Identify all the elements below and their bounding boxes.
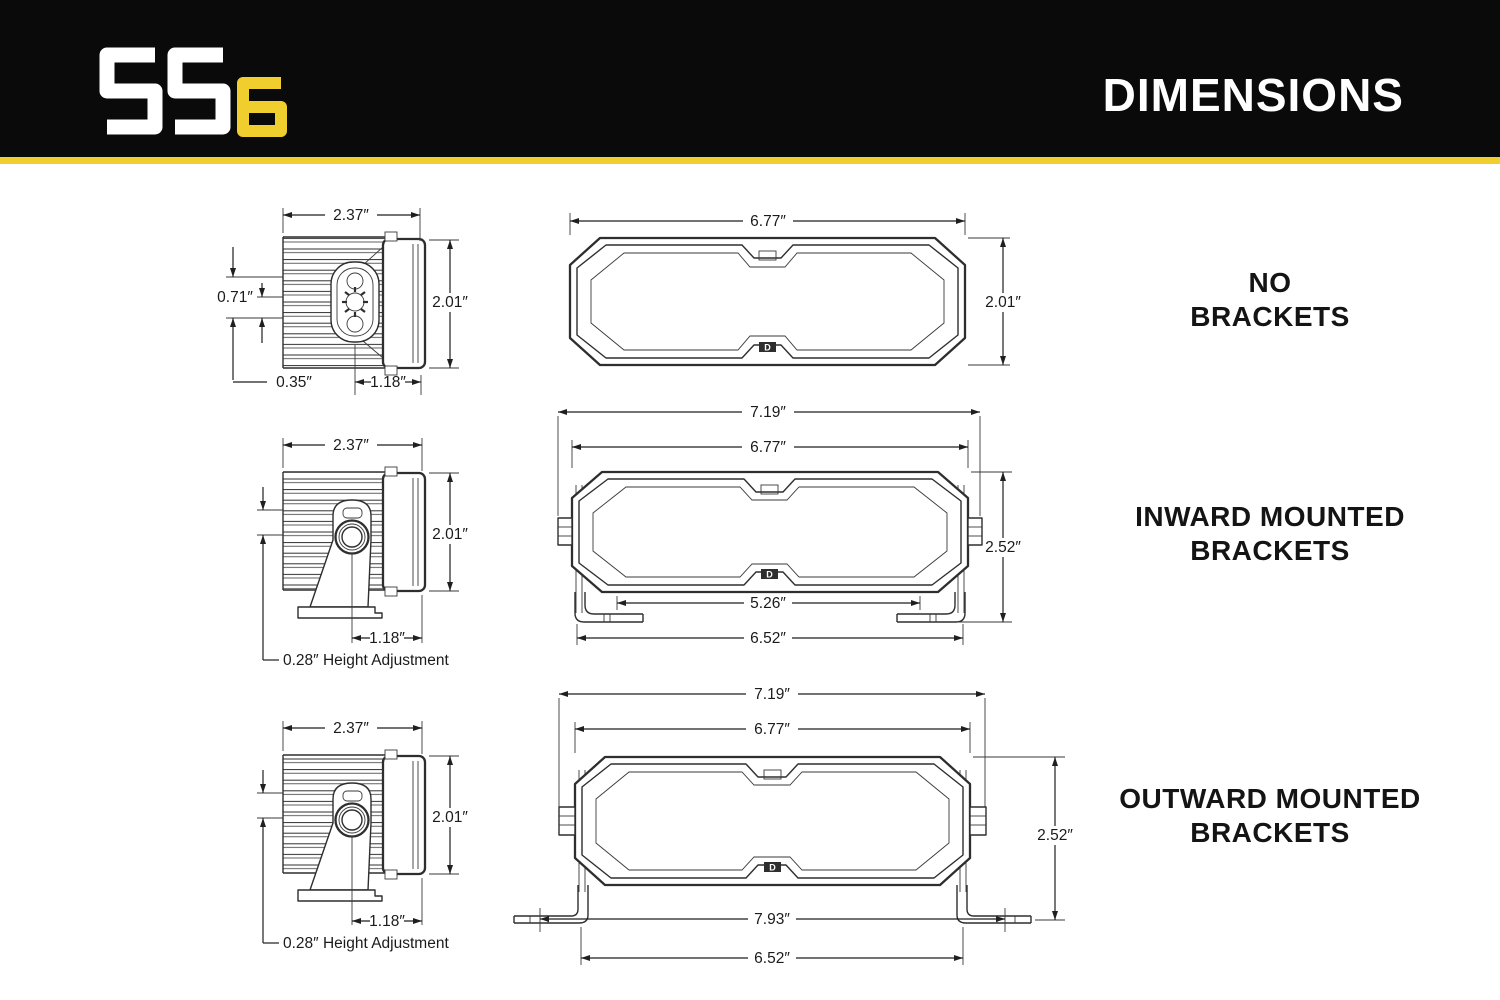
lamp-housing-side	[383, 750, 425, 879]
svg-text:6.77″: 6.77″	[750, 213, 786, 230]
page-title: DIMENSIONS	[1102, 69, 1404, 121]
dim-side-height	[429, 240, 468, 368]
svg-text:7.19″: 7.19″	[754, 686, 790, 703]
dim-front-height	[973, 757, 1073, 920]
svg-text:7.19″: 7.19″	[750, 404, 786, 421]
side-view-no-bracket	[205, 195, 505, 425]
dim-front-width	[575, 721, 970, 753]
section-label-line2: BRACKETS	[1190, 535, 1350, 566]
dim-front-height	[968, 238, 1021, 365]
svg-text:5.26″: 5.26″	[750, 595, 786, 612]
svg-text:2.52″: 2.52″	[1037, 827, 1073, 844]
dim-side-height	[429, 756, 468, 874]
side-view-inward-bracket	[205, 425, 505, 685]
svg-text:2.37″: 2.37″	[333, 720, 369, 737]
dim-front-width	[570, 213, 965, 235]
accent-stripe	[0, 157, 1500, 164]
connector-detail	[331, 262, 379, 342]
svg-text:1.18″: 1.18″	[369, 630, 405, 647]
svg-text:7.93″: 7.93″	[754, 911, 790, 928]
brand-badge: D	[764, 342, 771, 353]
brand-badge: D	[766, 569, 773, 580]
lamp-front-outline	[575, 757, 970, 885]
dim-side-width	[283, 720, 422, 754]
svg-text:1.18″: 1.18″	[369, 913, 405, 930]
svg-text:1.18″: 1.18″	[370, 374, 406, 391]
section-label-line2: BRACKETS	[1190, 301, 1350, 332]
section-label-outward-brackets	[1080, 782, 1460, 850]
section-label-no-brackets	[1080, 266, 1460, 334]
header-bar	[0, 0, 1500, 157]
side-view-outward-bracket	[205, 705, 505, 970]
svg-text:2.01″: 2.01″	[432, 294, 468, 311]
brand-badge: D	[769, 862, 776, 873]
svg-text:2.37″: 2.37″	[333, 207, 369, 224]
svg-text:2.01″: 2.01″	[432, 809, 468, 826]
section-label-inward-brackets	[1080, 500, 1460, 568]
svg-text:6.77″: 6.77″	[750, 439, 786, 456]
svg-text:6.52″: 6.52″	[750, 630, 786, 647]
lamp-housing-side	[383, 467, 425, 596]
section-label-line1: NO	[1248, 267, 1292, 298]
svg-text:0.28″ Height Adjustment: 0.28″ Height Adjustment	[283, 935, 449, 952]
dim-lens-depth	[233, 374, 312, 391]
dim-side-width	[283, 207, 420, 241]
lamp-front-outline	[572, 472, 968, 592]
lamp-front-outline	[570, 238, 965, 365]
svg-text:0.71″: 0.71″	[217, 289, 253, 306]
dim-bracket-inner-span	[617, 595, 920, 612]
front-view-no-bracket	[540, 195, 1040, 425]
dim-side-width	[283, 437, 422, 471]
svg-text:2.01″: 2.01″	[985, 294, 1021, 311]
svg-text:2.01″: 2.01″	[432, 526, 468, 543]
front-view-outward-brackets	[490, 680, 1090, 980]
dim-front-width	[572, 439, 968, 468]
svg-text:0.35″: 0.35″	[276, 374, 312, 391]
svg-text:6.52″: 6.52″	[754, 950, 790, 967]
dim-led-offset	[217, 247, 283, 380]
dim-side-height	[429, 473, 468, 591]
section-label-line1: INWARD MOUNTED	[1135, 501, 1405, 532]
lamp-housing-side	[383, 232, 425, 375]
front-view-inward-brackets	[540, 400, 1040, 662]
dim-bracket-width	[581, 927, 963, 967]
svg-text:0.28″ Height Adjustment: 0.28″ Height Adjustment	[283, 652, 449, 669]
section-label-line1: OUTWARD MOUNTED	[1119, 783, 1421, 814]
ss6-logo	[95, 46, 295, 142]
dim-bracket-outer-span	[540, 908, 1005, 932]
svg-text:6.77″: 6.77″	[754, 721, 790, 738]
dim-bracket-width	[577, 624, 963, 647]
section-label-line2: BRACKETS	[1190, 817, 1350, 848]
svg-text:2.52″: 2.52″	[985, 539, 1021, 556]
svg-text:2.37″: 2.37″	[333, 437, 369, 454]
